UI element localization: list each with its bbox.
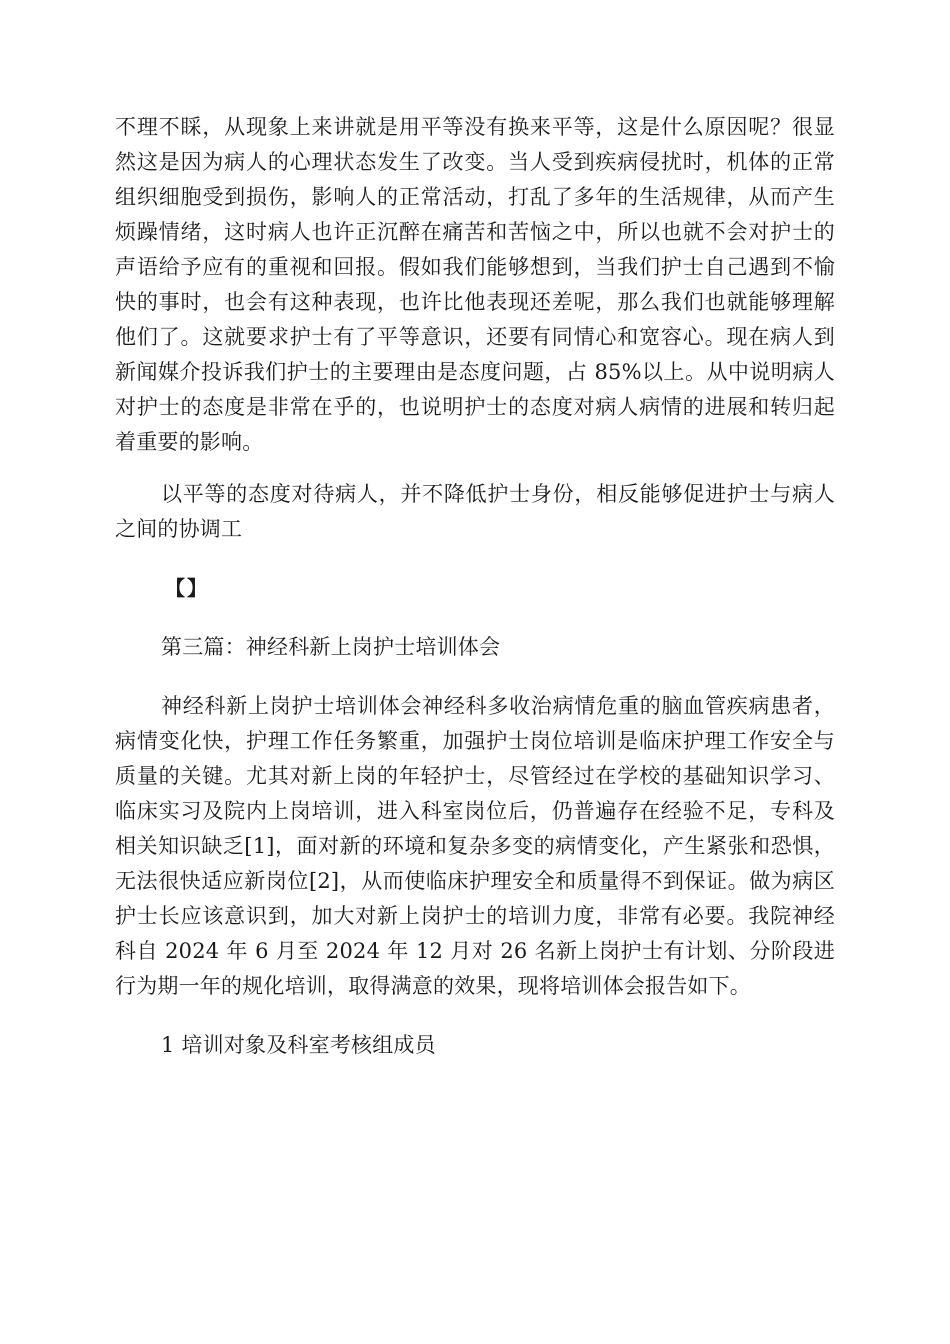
document-body (115, 110, 835, 1063)
subsection-heading: 1 培训对象及科室考核组成员 (161, 1033, 436, 1057)
paragraph-spacer (115, 606, 835, 630)
paragraph-spacer (115, 665, 835, 689)
section-heading: 第三篇：神经科新上岗护士培训体会 (161, 635, 501, 659)
paragraph-attitude-analysis: 不理不睬，从现象上来讲就是用平等没有换来平等，这是什么原因呢？很显然这是因为病人的心理状态发生了改变。当人受到疾病侵扰时，机体的正常组织细胞受到损伤，影响人的正常活动，打乱了多年的生活规律，从而产生烦躁情绪，这时病人也许正沉醉在痛苦和苦恼之中，所以也就不会对护士的声语给予应有的重视和回报。假如我们能够想到，当我们护士自己遇到不愉快的事时，也会有这种表现，也许比他表现还差呢，那么我们也就能够理解他们了。这就要求护士有了平等意识，还要有同情心和宽容心。现在病人到新闻媒介投诉我们护士的主要理由是态度问题，占 85%以上。从中说明病人对护士的态度是非常在乎的，也说明护士的态度对病人病情的进展和转归起着重要的影响。 (115, 115, 835, 454)
paragraph-spacer (115, 460, 835, 477)
paragraph-spacer (115, 1004, 835, 1028)
empty-bracket-marker: 【】 (165, 576, 209, 600)
paragraph-equal-attitude: 以平等的态度对待病人，并不降低护士身份，相反能够促进护士与病人之间的协调工 (115, 482, 835, 541)
paragraph-training-intro: 神经科新上岗护士培训体会神经科多收治病情危重的脑血管疾病患者，病情变化快，护理工作任务繁重，加强护士岗位培训是临床护理工作安全与质量的关键。尤其对新上岗的年轻护士，尽管经过在学校的基础知识学习、临床实习及院内上岗培训，进入科室岗位后，仍普遍存在经验不足，专科及相关知识缺乏[1]，面对新的环境和复杂多变的病情变化，产生紧张和恐惧，无法很快适应新岗位[2]，从而使临床护理安全和质量得不到保证。做为病区护士长应该意识到，加大对新上岗护士的培训力度，非常有必要。我院神经科自 2024 年 6 月至 2024 年 12 月对 26 名新上岗护士有计划、分阶段进行为期一年的规化培训，取得满意的效果，现将培训体会报告如下。 (115, 694, 835, 998)
paragraph-spacer (115, 547, 835, 571)
